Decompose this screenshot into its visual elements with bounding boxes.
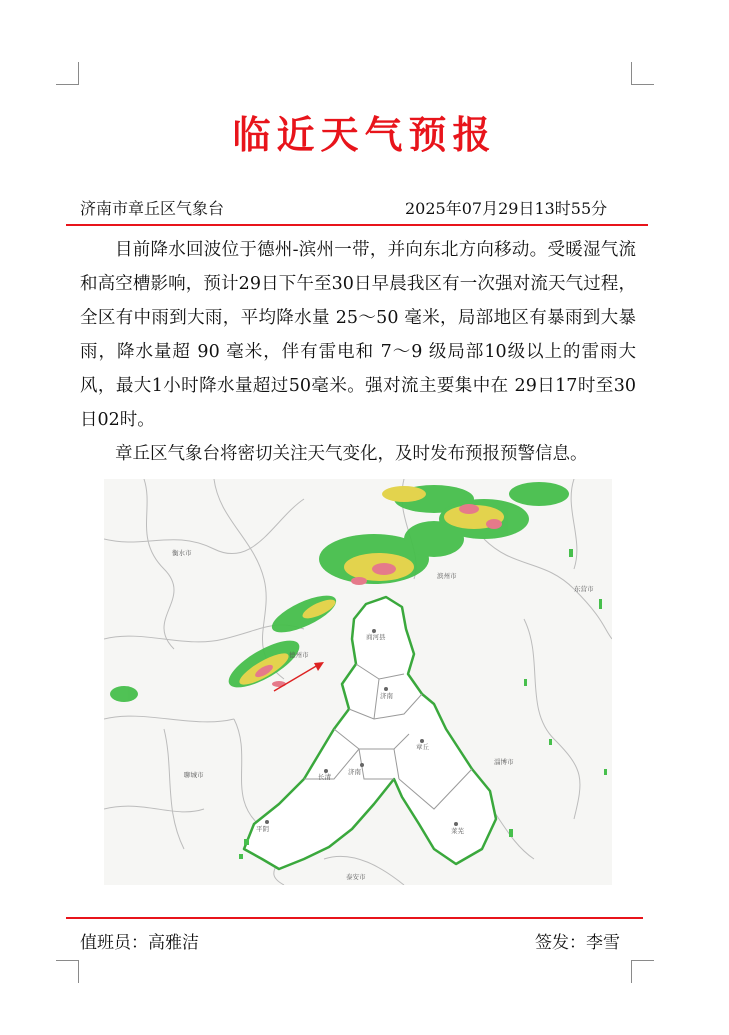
forecast-paragraph: 目前降水回波位于德州-滨州一带，并向东北方向移动。受暖湿气流和高空槽影响，预计29日下午至30日早晨我区有一次强对流天气过程，全区有中雨到大雨，平均降水量 25～50 毫米，局部地区有暴雨到大暴雨，降水量超 90 毫米，伴有雷电和 7～9 级局部10级以上的雷雨大风，最大1小时降水量超过50毫米。强对流主要集中在 29日17时至30日02时。 — [80, 240, 636, 430]
label-changqing: 长清 — [318, 773, 331, 781]
document-title: 临近天气预报 — [232, 113, 497, 157]
issuer: 济南市章丘区气象台 — [80, 199, 225, 218]
label-jinan: 济南 — [380, 692, 393, 700]
label-pingyin: 平阴 — [256, 825, 269, 833]
label-hengshui: 衡水市 — [172, 549, 192, 557]
footer-rule — [66, 917, 643, 919]
crop-mark-top-right — [631, 62, 654, 85]
crop-mark-top-left — [56, 62, 79, 85]
label-zhangqiu: 章丘 — [416, 743, 429, 751]
issue-time: 2025年07月29日13时55分 — [405, 199, 608, 218]
label-dongying: 东营市 — [574, 585, 594, 593]
label-dezhou: 德州市 — [289, 651, 309, 659]
header-rule — [66, 224, 648, 226]
approver: 签发：李雪 — [535, 933, 620, 953]
label-taian: 泰安市 — [346, 873, 366, 881]
label-binzhou: 滨州市 — [437, 572, 457, 580]
radar-map — [104, 479, 612, 885]
label-zibo: 淄博市 — [494, 758, 514, 766]
forecast-paragraph: 章丘区气象台将密切关注天气变化，及时发布预报预警信息。 — [115, 444, 588, 464]
duty-officer: 值班员：高雅洁 — [80, 933, 199, 953]
forecast-body — [80, 233, 636, 471]
crop-mark-bottom-right — [631, 960, 654, 983]
label-laiwu: 莱芜 — [451, 827, 464, 835]
label-shanghe: 商河县 — [366, 633, 386, 641]
label-jinan-city: 济南 — [348, 768, 361, 776]
label-liaocheng: 聊城市 — [184, 771, 204, 779]
crop-mark-bottom-left — [56, 960, 79, 983]
